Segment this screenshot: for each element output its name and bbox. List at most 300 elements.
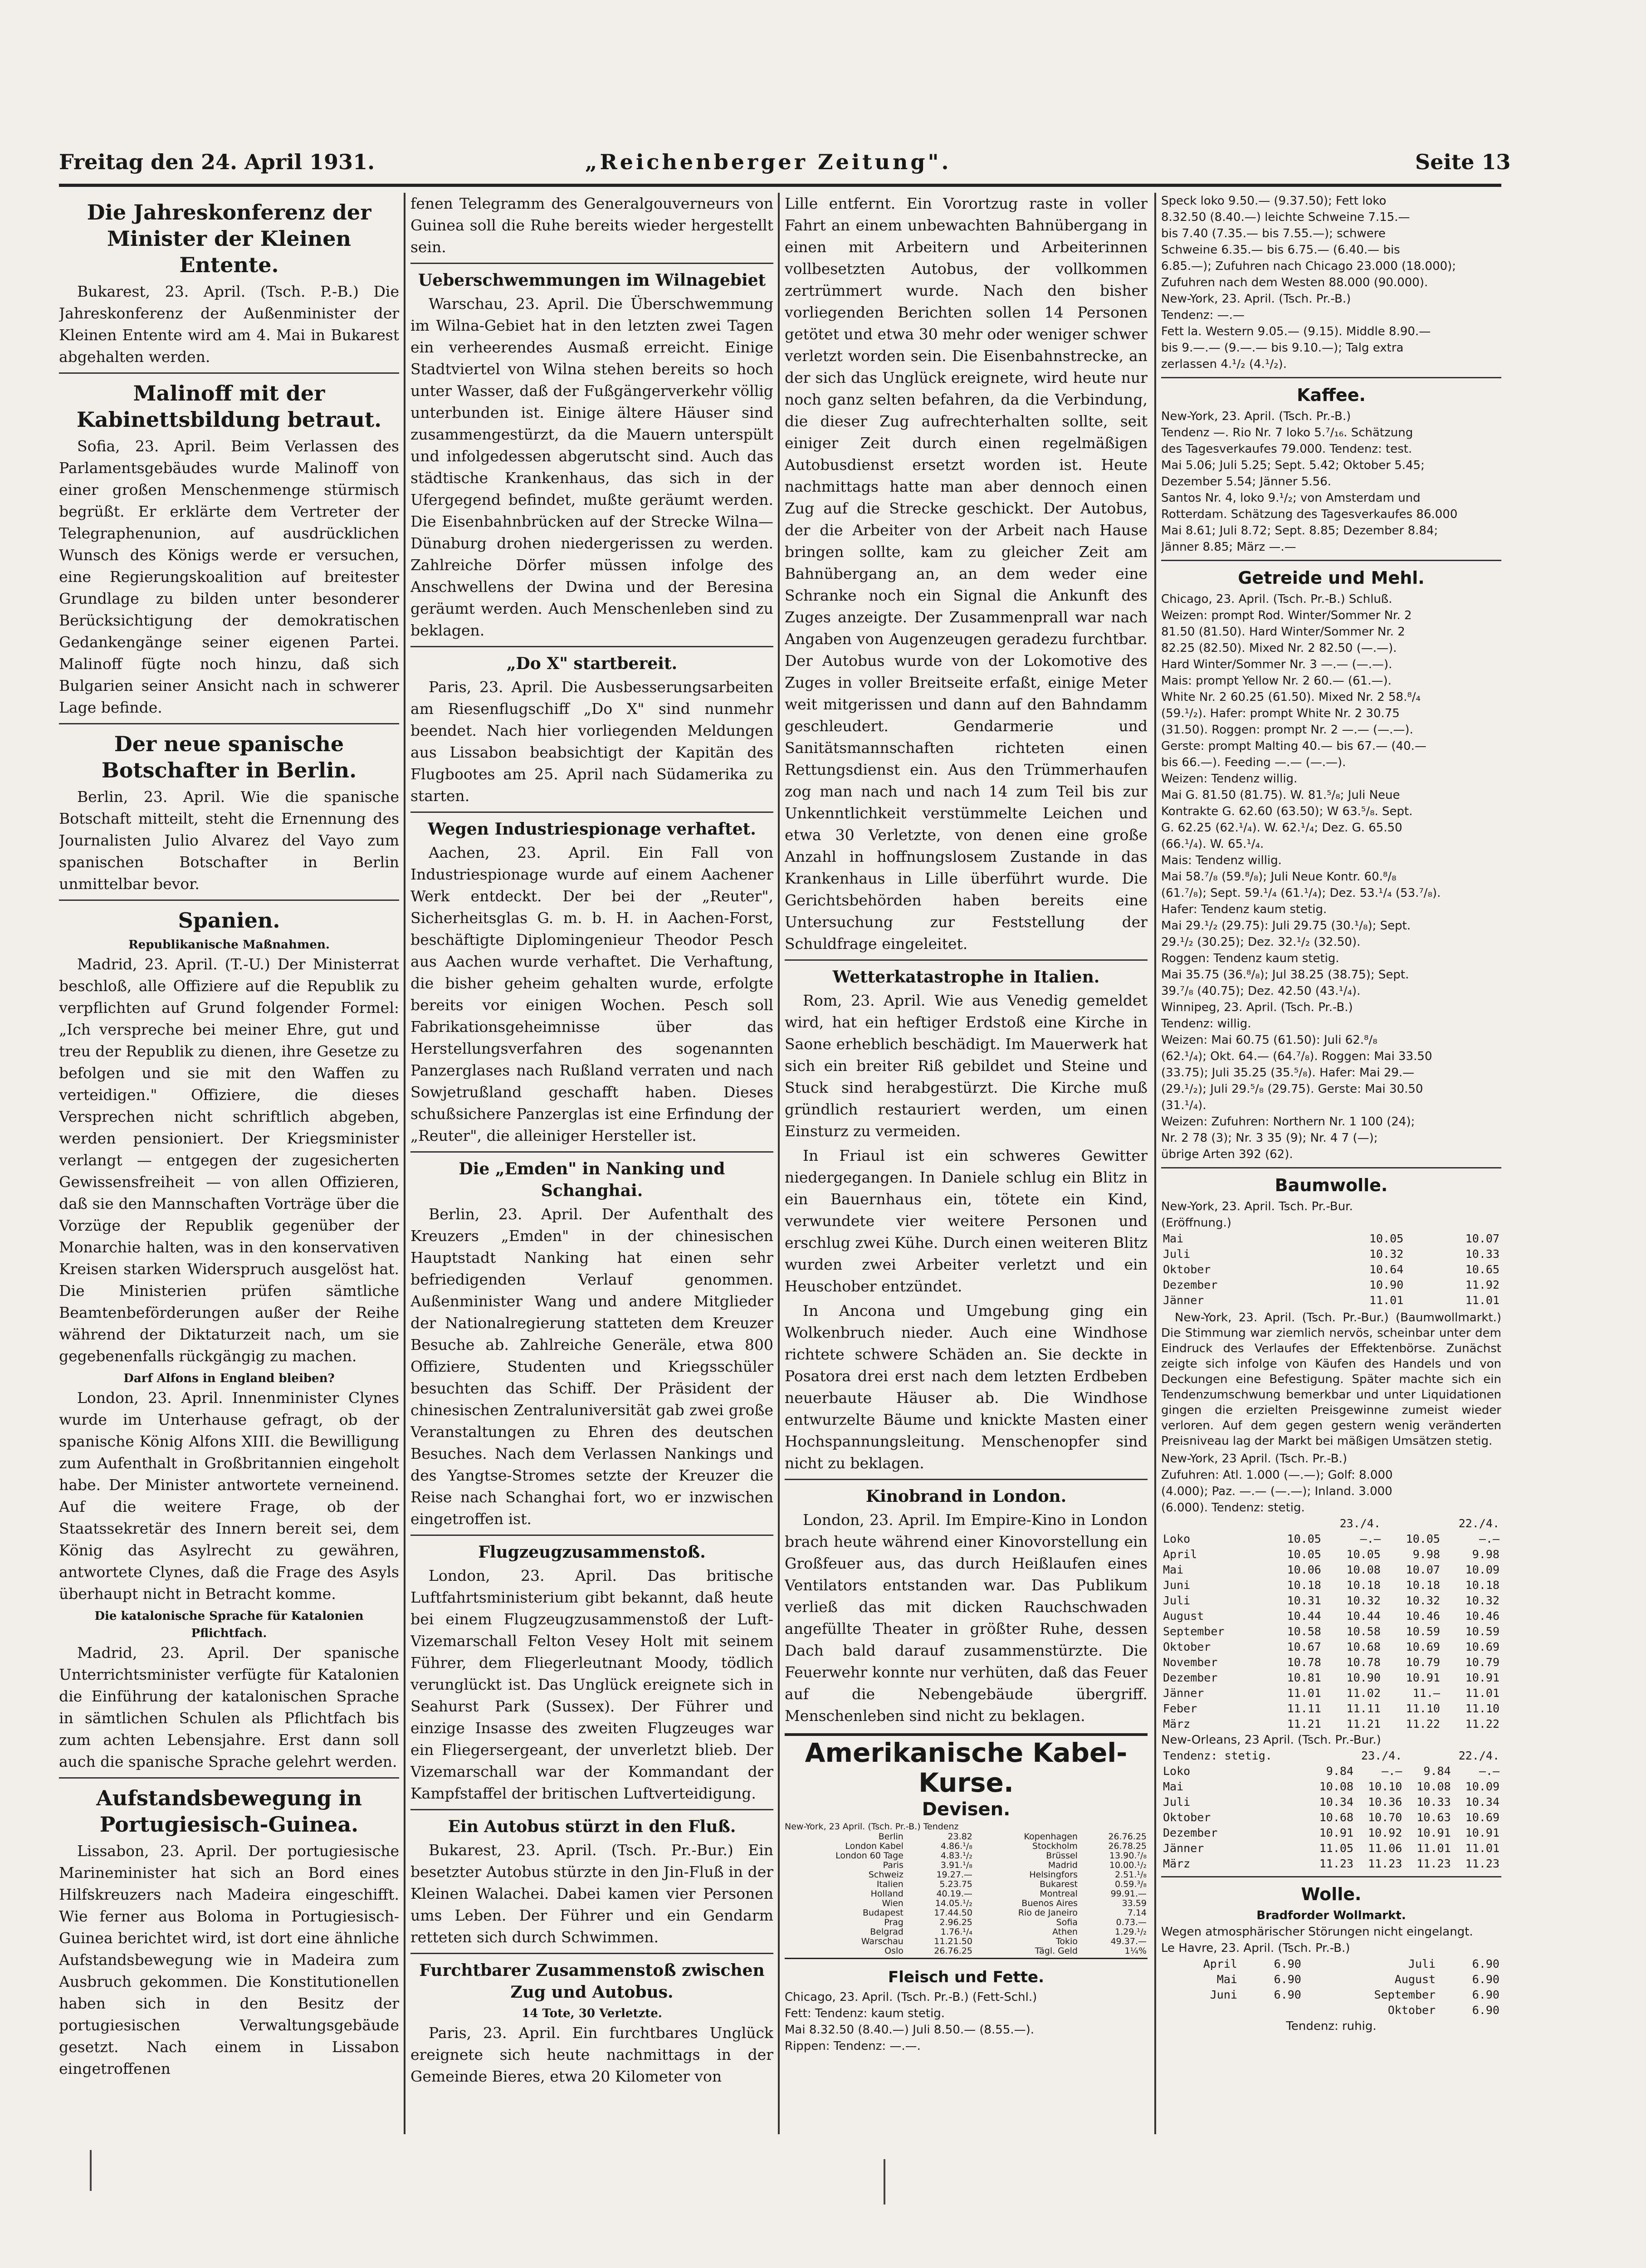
table-cell: Mai [1163, 1780, 1184, 1793]
market-line: Fett: Tendenz: kaum stetig. [785, 2007, 945, 2020]
table-cell: 10.59 [1406, 1625, 1440, 1638]
table-cell: —.— [1360, 1532, 1381, 1545]
devisen-header: New-York, 23 April. (Tsch. Pr.-B.) Tendenz [785, 1822, 959, 1832]
market-line: (31.50). Roggen: prompt Nr. 2 —.— (—.—). [1161, 723, 1413, 737]
table-cell: Montreal [1040, 1889, 1078, 1899]
article-subheadline: Darf Alfons in England bleiben? [123, 1372, 335, 1385]
table-cell: Paris [883, 1860, 904, 1870]
section-heading: Baumwolle. [1275, 1175, 1388, 1195]
article-body: Lissabon, 23. April. Der portugiesische Marineminister hat sich an Bord eines Hilfskreuzers nach Madeira eingeschifft. Wie ferner aus Boloma in Portugiesisch-Guinea berichtet wird, ist dort eine ähnliche Aufstandsbewegung wie in Madeira zum Ausbruch gekommen. Die Konstitutionellen haben sich in den Besitz der portugiesischen Verwaltungsgebäude gesetzt. Nach einem in Lissabon eingetroffenen [59, 1842, 399, 2077]
section-heading: Kaffee. [1297, 385, 1366, 405]
baumwolle-row [1161, 1277, 1501, 1293]
article-headline: Malinoff mit der Kabinettsbildung betraut. [76, 381, 382, 432]
table-cell: 4.83.¹/₂ [940, 1851, 972, 1861]
table-cell: Oktober [1163, 1263, 1211, 1276]
article-body: London, 23. April. Im Empire-Kino in London brach heute während einer Kinovorstellung ein Großfeuer aus, das durch Heißlaufen eines Ventilators entstanden war. Das Publikum verließ das mit dicken Rauchschwaden angefüllte Theater in größter Ruhe, dessen Dach bald darauf zusammenstürzte. Die Feuerwehr konnte nur verhüten, daß das Feuer auf die Nebengebäude übergriff. Menschenleben sind nicht zu beklagen. [785, 1511, 1148, 1725]
table-cell: Mai [1163, 1563, 1184, 1576]
baumwolle-row [1161, 1856, 1501, 1872]
article-separator [410, 811, 773, 813]
baumwolle-row [1161, 1639, 1501, 1655]
market-line: des Tagesverkaufes 79.000. Tendenz: test. [1161, 442, 1412, 456]
market-line: Mais: prompt Yellow Nr. 2 60.— (61.—). [1161, 674, 1392, 688]
table-cell: 19.27.— [936, 1870, 972, 1880]
table-cell: 10.09 [1465, 1780, 1499, 1793]
table-cell: London 60 Tage [835, 1851, 904, 1861]
table-cell: 26.76.25 [934, 1946, 972, 1956]
market-line: New-York, 23 April. (Tsch. Pr.-B.) [1161, 1452, 1347, 1466]
header-page-number: Seite 13 [1415, 150, 1511, 174]
date-column-header: 22./4. [1458, 1517, 1499, 1530]
article-headline: Die „Emden" in Nanking und Schanghai. [459, 1159, 725, 1200]
table-cell: 10.44 [1287, 1609, 1321, 1623]
market-line: Nr. 2 78 (3); Nr. 3 35 (9); Nr. 4 7 (—); [1161, 1131, 1378, 1145]
table-cell: 11.23 [1416, 1857, 1451, 1870]
table-cell: 23.82 [948, 1832, 972, 1842]
table-cell: 10.59 [1465, 1625, 1499, 1638]
market-line: Hafer: Tendenz kaum stetig. [1161, 903, 1327, 916]
table-cell: 10.65 [1465, 1263, 1499, 1276]
market-line: Mai 58.⁷/₈ (59.⁸/₈); Juli Neue Kontr. 60.⁸/₈ [1161, 870, 1397, 884]
table-cell: Tägl. Geld [1035, 1946, 1078, 1956]
table-cell: September [1374, 1988, 1436, 2001]
table-cell: 11.11 [1287, 1702, 1321, 1715]
wolle-row [1161, 2003, 1501, 2018]
table-cell: Brüssel [1046, 1851, 1078, 1861]
table-cell: 10.81 [1287, 1671, 1321, 1684]
article-wilna [410, 269, 773, 641]
market-line: (59.¹/₂). Hafer: prompt White Nr. 2 30.75 [1161, 707, 1400, 720]
table-cell: 10.05 [1346, 1548, 1381, 1561]
table-cell: 10.91 [1319, 1826, 1354, 1839]
article-separator [410, 1953, 773, 1954]
article-separator [1161, 1167, 1501, 1168]
devisen-row [785, 1832, 1148, 1842]
market-line: Mai 35.75 (36.⁸/₈); Jul 38.25 (38.75); Sept. [1161, 968, 1409, 982]
article-headline: Kinobrand in London. [865, 1487, 1067, 1506]
article-continuation: fenen Telegramm des Generalgouverneurs von Guinea soll die Ruhe bereits wieder hergestellt sein. [410, 195, 773, 256]
article-body: Bukarest, 23. April. (Tsch. Pr.-Bur.) Ein besetzter Autobus stürzte in den Jin-Fluß in der Kleinen Walachei. Dabei kamen vier Personen ums Leben. Der Führer und ein Gendarm retteten sich durch Schwimmen. [410, 1841, 773, 1946]
table-cell: 6.90 [1472, 1988, 1499, 2001]
getreide-report [1161, 591, 1501, 1163]
market-line: Tendenz: willig. [1161, 1017, 1251, 1031]
article-body: Berlin, 23. April. Wie die spanische Botschaft mitteilt, steht die Ernennung des Journalisten Julio Alvarez del Vayo zum spanischen Botschafter in Berlin unmittelbar bevor. [59, 788, 399, 893]
table-cell: 10.32 [1346, 1594, 1381, 1607]
table-cell: 9.84 [1326, 1765, 1354, 1778]
date-column-header: 23./4. [1361, 1749, 1402, 1762]
table-cell: 6.90 [1472, 1973, 1499, 1986]
fett-market-report [1161, 193, 1501, 372]
table-cell: Juli [1408, 1957, 1436, 1970]
market-line: (62.¹/₄); Okt. 64.— (64.⁷/₈). Roggen: Mai 33.50 [1161, 1050, 1432, 1063]
table-cell: Sofia [1056, 1917, 1078, 1927]
article-separator [1161, 377, 1501, 378]
market-line: Mai 8.32.50 (8.40.—) Juli 8.50.— (8.55.—). [785, 2023, 1035, 2037]
table-cell: Bukarest [1040, 1879, 1078, 1889]
table-cell: 11.06 [1368, 1842, 1402, 1855]
table-cell: 11.10 [1406, 1702, 1440, 1715]
market-subheading: Bradforder Wollmarkt. [1256, 1909, 1406, 1922]
table-cell: Juni [1163, 1579, 1191, 1592]
table-cell: 10.07 [1465, 1232, 1499, 1245]
table-cell: Berlin [878, 1832, 904, 1842]
article-malinoff [59, 380, 399, 719]
article-spanien [59, 907, 399, 1773]
market-line: (61.⁷/₈); Sept. 59.¹/₄ (61.¹/₄); Dez. 53.¹/₄ (53.⁷/₈). [1161, 886, 1441, 900]
article-separator [59, 372, 399, 374]
article-subheadline: 14 Tote, 30 Verletzte. [522, 2007, 662, 2020]
table-cell: 11.02 [1346, 1686, 1381, 1700]
header-paper-name: „Reichenberger Zeitung". [585, 150, 952, 174]
table-cell: 14.05.¹/₂ [935, 1898, 972, 1908]
table-cell: 1.76.¹/₄ [940, 1927, 972, 1937]
article-headline: Furchtbarer Zusammenstoß zwischen Zug und Autobus. [419, 1961, 765, 2002]
table-cell: Oslo [884, 1946, 904, 1956]
table-cell: Dezember [1163, 1278, 1218, 1291]
table-cell: 10.05 [1369, 1232, 1404, 1245]
article-body: Rom, 23. April. Wie aus Venedig gemeldet wird, hat ein heftiger Erdstoß eine Kirche in Saone erheblich beschädigt. Im Mauerwerk hat sich ein breiter Riß gebildet und Steine und Stuck sind herabgestürzt. Die Kirche muß gründlich restauriert werden, um einen Einsturz zu vermeiden. [785, 992, 1148, 1140]
market-line: Rotterdam. Schätzung des Tagesverkaufes 86.000 [1161, 508, 1458, 521]
table-cell: 40.19.— [936, 1889, 972, 1899]
article-spanish-ambassador [59, 731, 399, 895]
table-cell: Dezember [1163, 1671, 1218, 1684]
market-line: Wegen atmosphärischer Störungen nicht eingelangt. [1161, 1925, 1473, 1939]
article-flugzeugzusammenstoss [410, 1541, 773, 1804]
devisen-row [785, 1899, 1148, 1908]
market-line: 39.⁷/₈ (40.75); Dez. 42.50 (43.¹/₄). [1161, 984, 1361, 998]
table-cell: 10.44 [1346, 1609, 1381, 1623]
table-cell: Prag [884, 1917, 904, 1927]
table-cell: Mai [1216, 1973, 1237, 1986]
table-cell: 10.34 [1319, 1795, 1354, 1809]
devisen-table [785, 1832, 1148, 1956]
market-line: übrige Arten 392 (62). [1161, 1148, 1293, 1161]
table-cell: 10.68 [1319, 1811, 1354, 1824]
market-line: Chicago, 23. April. (Tsch. Pr.-B.) (Fett-Schl.) [785, 1990, 1037, 2004]
baumwolle-row [1161, 1608, 1501, 1624]
table-cell: 6.90 [1274, 1973, 1301, 1986]
article-separator [410, 1151, 773, 1153]
article-separator [410, 1809, 773, 1810]
column-2 [410, 193, 773, 2134]
article-headline: Flugzeugzusammenstoß. [478, 1543, 706, 1562]
baumwolle-row [1161, 1716, 1501, 1732]
table-cell: 11.01 [1416, 1842, 1451, 1855]
table-cell: 10.05 [1287, 1548, 1321, 1561]
table-cell: Helsingfors [1029, 1870, 1078, 1880]
table-cell: 9.98 [1472, 1548, 1499, 1561]
table-cell: März [1163, 1717, 1191, 1730]
article-body: Warschau, 23. April. Die Überschwemmung im Wilna-Gebiet hat in den letzten zwei Tagen ein verheerendes Ausmaß erreicht. Einige Stadtviertel von Wilna stehen bereits so hoch unter Wasser, daß der Fußgängerverkehr völlig unterbunden ist. Einige ältere Häuser sind zusammengestürzt, da die Mauern unterspült und infolgedessen abgerutscht sind. Auch das städtische Krankenhaus, das sich in der Ufergegend befindet, mußte geräumt werden. Die Eisenbahnbrücken auf der Strecke Wilna—Dünaburg drohen niedergerissen zu werden. Zahlreiche Dörfer müssen infolge des Anschwellens der Dwina und der Beresina geräumt werden. Auch Menschenleben sind zu beklagen. [410, 295, 773, 639]
table-cell: Stockholm [1032, 1841, 1078, 1851]
table-cell: 10.63 [1416, 1811, 1451, 1824]
baumwolle-newyork-table [1161, 1516, 1501, 1732]
table-cell [1161, 2003, 1239, 2018]
baumwolle-row [1161, 1231, 1501, 1246]
table-cell: Oktober [1163, 1811, 1211, 1824]
baumwolle-row [1161, 1701, 1501, 1716]
print-artifacts [0, 2141, 1646, 2214]
table-cell: 10.31 [1287, 1594, 1321, 1607]
table-cell: 5.23.75 [939, 1879, 972, 1889]
table-cell: 10.18 [1465, 1579, 1499, 1592]
header-rule [59, 184, 1501, 187]
market-line: Mai 5.06; Juli 5.25; Sept. 5.42; Oktober 5.45; [1161, 459, 1425, 472]
market-line: White Nr. 2 60.25 (61.50). Mixed Nr. 2 58.⁸/₄ [1161, 690, 1421, 704]
market-line: New-Orleans, 23 April. (Tsch. Pr.-Bur.) [1161, 1733, 1381, 1747]
baumwollmarkt-report: New-York, 23. April. (Tsch. Pr.-Bur.) (Baumwollmarkt.) Die Stimmung war ziemlich nervös, scheinbar unter dem Eindruck des Verlaufes der Effektenbörse. Zunächst zeigte sich infolge von Käufen des Handels und von Deckungen eine Befestigung. Später machte sich ein Tendenzumschwung bemerkbar und unter Liquidationen gingen die erzielten Preisgewinne zumeist wieder verloren. Auf dem gegen gestern wenig veränderten Preisniveau lag der Markt bei mäßigen Umsätzen stetig. [1161, 1311, 1501, 1448]
table-cell: 11.11 [1346, 1702, 1381, 1715]
baumwolle-row [1161, 1262, 1501, 1277]
baumwolle-neworleans-table [1161, 1748, 1501, 1872]
article-separator [59, 899, 399, 901]
table-cell: 10.69 [1465, 1640, 1499, 1653]
market-line: 81.50 (81.50). Hard Winter/Sommer Nr. 2 [1161, 625, 1405, 639]
table-cell: 10.68 [1346, 1640, 1381, 1653]
table-cell: 11.01 [1369, 1294, 1404, 1307]
baumwolle-row [1161, 1670, 1501, 1686]
table-cell: 10.91 [1406, 1671, 1440, 1684]
table-cell: 10.32 [1465, 1594, 1499, 1607]
table-cell: 10.08 [1416, 1780, 1451, 1793]
table-cell: Budapest [862, 1908, 904, 1918]
baumwolle-row [1161, 1841, 1501, 1856]
market-line: Chicago, 23. April. (Tsch. Pr.-B.) Schluß. [1161, 592, 1392, 606]
section-heading: Fleisch und Fette. [888, 1968, 1044, 1986]
table-cell: 11.10 [1465, 1702, 1499, 1715]
table-cell: 11.23 [1319, 1857, 1354, 1870]
table-cell: 10.36 [1368, 1795, 1402, 1809]
article-subheadline: Die katalonische Sprache für Katalonien Pflichtfach. [94, 1609, 364, 1640]
article-do-x [410, 653, 773, 807]
table-cell: 10.92 [1368, 1826, 1402, 1839]
table-cell: 49.37.— [1110, 1936, 1147, 1946]
table-cell: 11.01 [1465, 1842, 1499, 1855]
article-separator [410, 646, 773, 647]
table-cell: 11.92 [1465, 1278, 1499, 1291]
article-body: Sofia, 23. April. Beim Verlassen des Parlamentsgebäudes wurde Malinoff von einer großen Menschenmenge stürmisch begrüßt. Er erklärte dem Vertreter der Telegraphenunion, auf ausdrücklichen Wunsch des Königs werde er versuchen, eine Regierungskoalition auf breitester Grundlage zu bilden unter besonderer Berücksichtigung der demokratischen Gedankengänge seiner eigenen Partei. Malinoff fügte noch hinzu, daß sich Bulgarien seiner Ansicht nach in schwerer Lage befinde. [59, 437, 399, 716]
article-zug-autobus [410, 1960, 773, 2087]
article-headline: Wetterkatastrophe in Italien. [832, 968, 1100, 987]
devisen-row [785, 1851, 1148, 1861]
column-rule [404, 193, 405, 2134]
market-line: (Eröffnung.) [1161, 1216, 1231, 1230]
table-cell: 10.06 [1287, 1563, 1321, 1576]
market-line: New-York, 23. April. (Tsch. Pr.-B.) [1161, 410, 1351, 423]
article-industriespionage [410, 818, 773, 1147]
column-4 [1161, 193, 1501, 2134]
table-cell: Wien [882, 1898, 904, 1908]
table-cell: 11.05 [1319, 1842, 1354, 1855]
table-cell: 11.01 [1465, 1294, 1499, 1307]
table-cell: 10.05 [1406, 1532, 1440, 1545]
table-cell: 10.10 [1368, 1780, 1402, 1793]
article-kinobrand [785, 1486, 1148, 1727]
devisen-row [785, 1946, 1148, 1956]
table-cell: 2.96.25 [939, 1917, 972, 1927]
market-line: bis 7.40 (7.35.— bis 7.55.—); schwere [1161, 227, 1386, 240]
market-line: Zufuhren nach dem Westen 88.000 (90.000). [1161, 276, 1428, 289]
article-body: Paris, 23. April. Ein furchtbares Unglück ereignete sich heute nachmittags in der Gemeinde Bieres, etwa 20 Kilometer von [410, 2024, 773, 2085]
table-cell: 10.91 [1465, 1671, 1499, 1684]
table-cell: Juli [1163, 1247, 1191, 1261]
article-separator [1161, 560, 1501, 561]
kaffee-report [1161, 408, 1501, 555]
header-date: Freitag den 24. April 1931. [59, 150, 375, 174]
table-cell: August [1394, 1973, 1436, 1986]
table-cell: 10.79 [1465, 1656, 1499, 1669]
table-cell: Holland [870, 1889, 904, 1899]
article-body: Paris, 23. April. Die Ausbesserungsarbeiten am Riesenflugschiff „Do X" sind nunmehr beendet. Nach hier vorliegenden Meldungen aus Lissabon beabsichtigt der Kapitän des Flugbootes am 25. April nach Südamerika zu starten. [410, 678, 773, 805]
table-cell: 11.21.50 [934, 1936, 972, 1946]
table-cell: Rio de Janeiro [1018, 1908, 1078, 1918]
table-cell: Schweiz [868, 1870, 904, 1880]
table-cell: 99.91.— [1110, 1889, 1147, 1899]
baumwolle-eroeffnung-table [1161, 1231, 1501, 1308]
table-cell: 10.69 [1465, 1811, 1499, 1824]
market-line: Fett la. Western 9.05.— (9.15). Middle 8.90.— [1161, 325, 1431, 338]
table-cell: 10.07 [1406, 1563, 1440, 1576]
table-cell: 10.08 [1346, 1563, 1381, 1576]
table-cell: 10.70 [1368, 1811, 1402, 1824]
wolle-row [1161, 1972, 1501, 1987]
market-line: zerlassen 4.¹/₂ (4.¹/₂). [1161, 357, 1287, 371]
article-body: In Ancona und Umgebung ging ein Wolkenbruch nieder. Auch eine Windhose richtete schwere Schäden an. Sie deckte in Posatora drei erst nach dem letzten Erdbeben neuerbaute Häuser ab. Die Windhose entwurzelte Bäume und knickte Masten einer Hochspannungsleitung. Menschenopfer sind nicht zu beklagen. [785, 1302, 1148, 1472]
table-cell: April [1203, 1957, 1237, 1970]
article-body: Aachen, 23. April. Ein Fall von Industriespionage wurde auf einem Aachener Werk entdeckt. Der bei der „Reuter", Sicherheitsglas G. m. b. H. in Aachen-Forst, beschäftigte Diplomingenieur Theodor Pesch aus Aachen wurde verhaftet. Die Verhaftung, die bisher geheim gehalten wurde, erfolgte bereits vor einigen Wochen. Pesch soll Fabrikationsgeheimnisse über das Herstellungsverfahren des sogenannten Panzerglases nach Rußland verraten und nach Sowjetrußland geschafft haben. Dieses schußsichere Panzerglas ist eine Erfindung der „Reuter", die alleiniger Hersteller ist. [410, 844, 773, 1144]
table-cell: Juni [1210, 1988, 1237, 2001]
market-line: Speck loko 9.50.— (9.37.50); Fett loko [1161, 194, 1387, 208]
article-headline: Spanien. [178, 908, 280, 933]
devisen-heading: Devisen. [922, 1799, 1011, 1820]
table-cell: Loko [1163, 1765, 1191, 1778]
article-portugiesisch-guinea [59, 1785, 399, 2080]
article-subheadline: Republikanische Maßnahmen. [128, 938, 330, 952]
baumwolle-row [1161, 1578, 1501, 1593]
market-line: (31.¹/₄). [1161, 1099, 1206, 1112]
market-line: Mai G. 81.50 (81.75). W. 81.⁵/₈; Juli Neue [1161, 788, 1400, 802]
market-line: 29.¹/₂ (30.25); Dez. 32.¹/₂ (32.50). [1161, 935, 1361, 949]
table-cell: 1.29.¹/₂ [1115, 1927, 1147, 1937]
baumwolle-row [1161, 1764, 1501, 1779]
table-cell: 4.86.¹/₈ [940, 1841, 972, 1851]
table-cell: Madrid [1048, 1860, 1078, 1870]
table-cell: 11.23 [1465, 1857, 1499, 1870]
table-cell: —.— [1479, 1532, 1499, 1545]
market-line: bis 66.—). Feeding —.— (—.—). [1161, 756, 1346, 769]
article-headline: Ein Autobus stürzt in den Fluß. [448, 1817, 736, 1836]
market-line: Zufuhren: Atl. 1.000 (—.—); Golf: 8.000 [1161, 1468, 1393, 1482]
article-body: Bukarest, 23. April. (Tsch. P.-B.) Die Jahreskonferenz der Außenminister der Kleinen Entente wird am 4. Mai in Bukarest abgehalten werden. [59, 283, 399, 366]
table-cell: 10.58 [1346, 1625, 1381, 1638]
table-cell: Kopenhagen [1024, 1832, 1078, 1842]
date-column-header: 22./4. [1458, 1749, 1499, 1762]
wolle-row [1161, 1987, 1501, 2003]
market-line: New-York, 23. April. Tsch. Pr.-Bur. [1161, 1200, 1353, 1213]
table-cell: 11.01 [1287, 1686, 1321, 1700]
table-cell: Warschau [861, 1936, 904, 1946]
baumwolle-row [1161, 1825, 1501, 1841]
table-cell: 11.22 [1465, 1717, 1499, 1730]
table-cell: Oktober [1387, 2004, 1436, 2017]
table-cell: 9.84 [1423, 1765, 1451, 1778]
market-line: Roggen: Tendenz kaum stetig. [1161, 952, 1339, 965]
market-line: Weizen: prompt Rod. Winter/Sommer Nr. 2 [1161, 609, 1412, 622]
table-cell: London Kabel [845, 1841, 904, 1851]
market-line: (33.75); Juli 35.25 (35.⁵/₈). Hafer: Mai 29.— [1161, 1066, 1415, 1080]
market-line: 6.85.—); Zufuhren nach Chicago 23.000 (18.000); [1161, 259, 1456, 273]
article-continuation: Lille entfernt. Ein Vorortzug raste in voller Fahrt an einem unbewachten Bahnübergang in einen mit Arbeitern und Arbeiterinnen vollbesetzten Autobus, der vollkommen zertrümmert wurde. Nach den bisher vorliegenden Berichten sollen 14 Personen getötet und etwa 30 mehr oder weniger schwer verletzt worden sein. Die Eisenbahnstrecke, an der sich das Unglück ereignete, wird heute nur noch ganz selten befahren, da die Verbindung, die dieser Zug aufrechterhalten sollte, seit einiger Zeit durch einen regelmäßigen Autobusdienst ersetzt worden ist. Heute nachmittags hatte man aber dennoch einen Zug auf die Strecke geschickt. Der Autobus, der die Arbeiter von der Arbeit nach Hause bringen sollte, kam zu gleicher Zeit am Bahnübergang an, an dem weder eine Schranke noch ein Signal die Ankunft des Zuges anzeigte. Der Zusammenprall war nach Angaben von Augenzeugen geradezu furchtbar. Der Autobus wurde von der Lokomotive des Zuges in voller Breitseite erfaßt, einige Meter weit mitgerissen und dann auf den Bahndamm geschleudert. Gendarmerie und Sanitätsmannschaften richteten einen Rettungsdienst ein. Aus den Trümmerhaufen zog man nach und nach 14 zum Teil bis zur Unkenntlichkeit verstümmelte Leichen und etwa 30 Verletzte, von denen eine große Anzahl in hoffnungslosem Zustande in das Krankenhaus in Lille überführt wurde. Die Gerichtsbehörden haben bereits eine Untersuchung zur Feststellung der Schuldfrage eingeleitet. [785, 195, 1148, 953]
section-heading: Getreide und Mehl. [1238, 568, 1425, 588]
table-cell: 0.59.³/₈ [1115, 1879, 1147, 1889]
table-cell: 6.90 [1274, 1957, 1301, 1970]
article-separator [59, 723, 399, 724]
article-body: Madrid, 23. April. (T.-U.) Der Ministerrat beschloß, alle Offiziere auf die Republik zu verpflichten auf Grund folgender Formel: „Ich verspreche bei meiner Ehre, gut und treu der Republik zu dienen, ihre Gesetze zu befolgen und sie mit den Waffen zu verteidigen." Offiziere, die dieses Versprechen nicht schriftlich abgeben, werden pensioniert. Der Kriegsminister verlangt — entgegen der zugesicherten Gewissensfreiheit — von allen Offizieren, daß sie den Mannschaften Vorträge über die Vorzüge der Republik gegenüber der Monarchie halten, was in den konservativen Kreisen starken Widerspruch ausgelöst hat. Die Ministerien prüfen sämtliche Beamtenbeförderungen außer der Reihe während der Diktaturzeit nach, um sie gegebenenfalls rückgängig zu machen. [59, 955, 399, 1365]
article-separator [785, 959, 1148, 961]
table-cell [1239, 2003, 1303, 2018]
table-cell: 10.46 [1465, 1609, 1499, 1623]
article-body: London, 23. April. Das britische Luftfahrtsministerium gibt bekannt, daß heute bei einem Flugzeugzusammenstoß der Luft-Vizemarschall Felton Vesey Holt mit seinem Führer, dem Fliegerleutnant Moody, tödlich verunglückt ist. Das Unglück ereignete sich in Seahurst Park (Sussex). Der Führer und einzige Insasse des zweiten Flugzeuges war ein Fliegersergeant, der unverletzt blieb. Der Vizemarschall war der Kommandant der Kampfstaffel der britischen Luftverteidigung. [410, 1567, 773, 1802]
market-line: Tendenz: ruhig. [1286, 2019, 1377, 2033]
article-separator [1161, 1876, 1501, 1877]
column-rule [1154, 193, 1156, 2134]
baumwolle-row [1161, 1593, 1501, 1608]
table-cell: 10.79 [1406, 1656, 1440, 1669]
table-cell: 11.01 [1465, 1686, 1499, 1700]
devisen-row [785, 1889, 1148, 1899]
devisen-row [785, 1918, 1148, 1927]
table-cell: 10.34 [1465, 1795, 1499, 1809]
devisen-row [785, 1908, 1148, 1918]
market-line: Kontrakte G. 62.60 (63.50); W 63.⁵/₈. Sept. [1161, 805, 1413, 818]
market-line: Hard Winter/Sommer Nr. 3 —.— (—.—). [1161, 658, 1392, 671]
devisen-row [785, 1842, 1148, 1851]
table-cell: 11.21 [1287, 1717, 1321, 1730]
table-cell: 11.— [1412, 1686, 1440, 1700]
baumwolle-row [1161, 1810, 1501, 1825]
table-cell: 10.32 [1369, 1247, 1404, 1261]
article-body: Madrid, 23. April. Der spanische Unterrichtsminister verfügte für Katalonien die Einführung der katalonischen Sprache in sämtlichen Schulen als Pflichtfach bis zum achten Lebensjahre. Erst dann soll auch die spanische Sprache gelehrt werden. [59, 1644, 399, 1770]
article-body: London, 23. April. Innenminister Clynes wurde im Unterhause gefragt, ob der spanische König Alfons XIII. die Bewilligung zum Aufenthalt in Großbritannien eingeholt habe. Der Minister antwortete verneinend. Auf die weitere Frage, ob der Staatssekretär des Innern bereit sei, dem König das Asylrecht zu gewähren, antwortete Clynes, daß die Frage des Asyls überhaupt nicht in Betracht komme. [59, 1389, 399, 1603]
table-cell: 33.59 [1122, 1898, 1147, 1908]
table-cell: —.— [1479, 1765, 1499, 1778]
devisen-row [785, 1937, 1148, 1946]
article-headline: Wegen Industriespionage verhaftet. [428, 820, 756, 839]
table-cell: Juli [1163, 1795, 1191, 1809]
table-cell: 26.78.25 [1108, 1841, 1147, 1851]
date-column-header: 23./4. [1339, 1517, 1381, 1530]
table-cell: 10.91 [1416, 1826, 1451, 1839]
baumwolle-row [1161, 1562, 1501, 1578]
baumwolle-row [1161, 1794, 1501, 1810]
market-line: (66.¹/₄). W. 65.¹/₄. [1161, 837, 1264, 851]
baumwolle-row [1161, 1531, 1501, 1547]
table-cell: Tokio [1056, 1936, 1078, 1946]
baumwolle-row [1161, 1655, 1501, 1670]
table-cell: 10.91 [1465, 1826, 1499, 1839]
table-cell: 10.18 [1406, 1579, 1440, 1592]
market-line: Dezember 5.54; Jänner 5.56. [1161, 475, 1332, 489]
table-cell: 10.32 [1406, 1594, 1440, 1607]
table-cell: 26.76.25 [1108, 1832, 1147, 1842]
market-line: Tendenz: —.— [1161, 308, 1245, 322]
baumwolle-row [1161, 1686, 1501, 1701]
table-cell: 3.91.¹/₈ [940, 1860, 972, 1870]
table-cell: Athen [1052, 1927, 1078, 1937]
devisen-row [785, 1870, 1148, 1880]
market-line: (4.000); Paz. —.— (—.—); Inland. 3.000 [1161, 1485, 1392, 1498]
table-cell: 10.58 [1287, 1625, 1321, 1638]
table-cell: August [1163, 1609, 1204, 1623]
